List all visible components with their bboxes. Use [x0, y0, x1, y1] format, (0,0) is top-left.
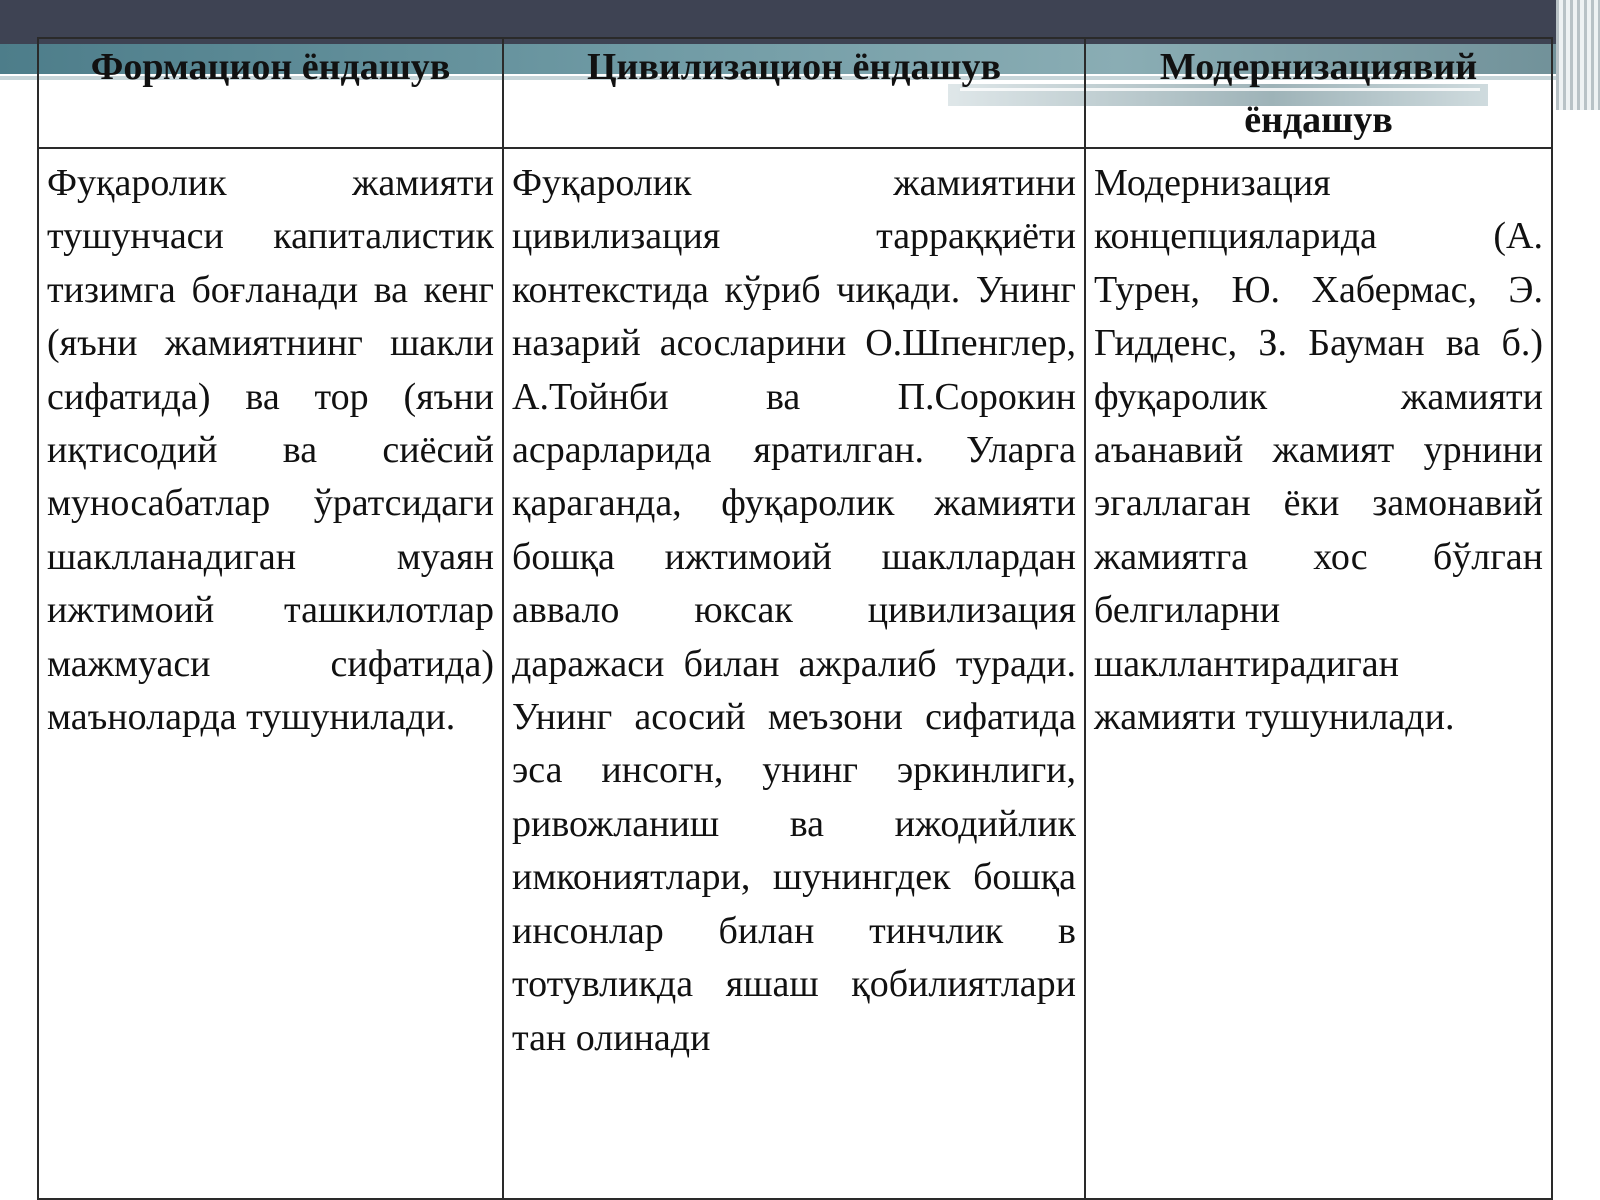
slide-edge-stripes: [1556, 0, 1600, 110]
column-header-formation: [38, 38, 503, 148]
comparison-table: [37, 37, 1553, 1200]
table-row: [38, 148, 1552, 1199]
column-header-label: Цивилизацион ёндашув: [586, 46, 1002, 88]
column-header-label: Формацион ёндашув: [90, 46, 451, 88]
table-header-row: [38, 38, 1552, 148]
column-header-label: Модернизациявий ёндашув: [1159, 46, 1478, 141]
comparison-table-container: [37, 37, 1551, 1200]
cell-modernization-approach: Модернизация концепцияларида (А. Турен, Ю. Хабермас, Э. Гидденс, З. Бауман ва б.) фуқаролик жамияти аъанавий жамият урнини эгаллаган ёки замонавий жамиятга хос бўлган белгиларни шакллантирадиган жамияти тушунилади.: [1085, 148, 1552, 1199]
cell-formation-approach: Фуқаролик жамияти тушунчаси капиталистик тизимга боғланади ва кенг (яъни жамиятнинг шакли сифатида) ва тор (яъни иқтисодий ва сиёсий муносабатлар ўратсидаги шаклланадиган муаян ижтимоий ташкилотлар мажмуаси сифатида) маъноларда тушунилади.: [38, 148, 503, 1199]
column-header-modernization: [1085, 38, 1552, 148]
column-header-civilization: [503, 38, 1085, 148]
cell-civilization-approach: Фуқаролик жамиятини цивилизация тарраққиёти контекстида кўриб чиқади. Унинг назарий асосларини О.Шпенглер, А.Тойнби ва П.Сорокин асрарларида яратилган. Уларга қараганда, фуқаролик жамияти бошқа ижтимоий шакллардан аввало юксак цивилизация даражаси билан ажралиб туради. Унинг асосий меъзони сифатида эса инсогн, унинг эркинлиги, ривожланиш ва ижодийлик имкониятлари, шунингдек бошқа инсонлар билан тинчлик в тотувликда яшаш қобилиятлари тан олинади: [503, 148, 1085, 1199]
